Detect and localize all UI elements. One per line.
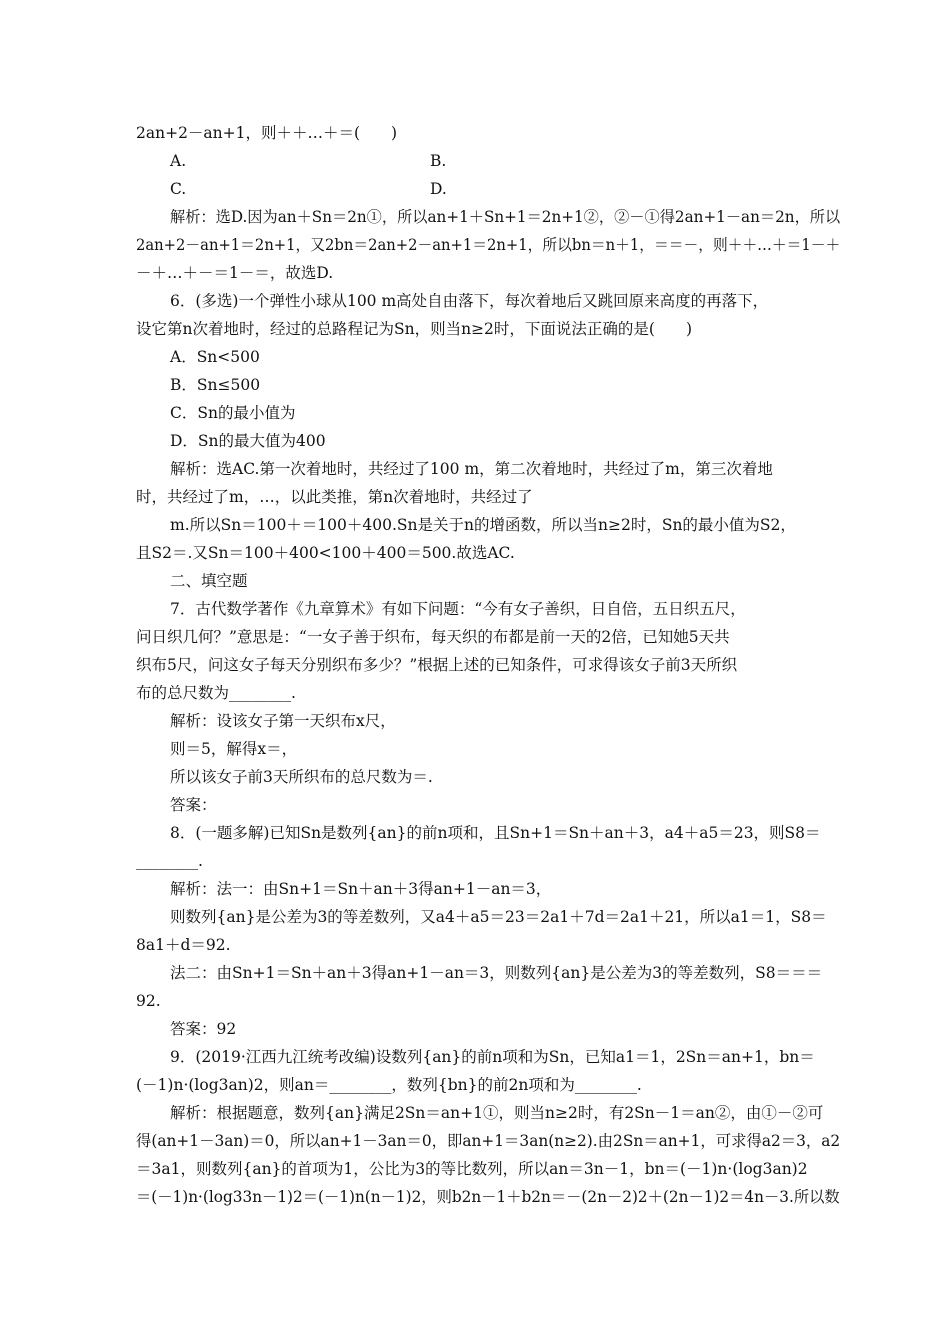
text-line: 布的总尺数为________. [136,684,296,702]
text-line: 8a1＋d＝92. [136,936,231,954]
text-line: 解析：法一：由Sn+1＝Sn＋an＋3得an+1－an＝3， [170,880,552,898]
text-line: 则数列{an}是公差为3的等差数列，又a4＋a5＝23＝2a1＋7d＝2a1＋21，所以a1＝1，S8＝ [170,908,827,926]
text-line: －＋…＋－＝1－＝，故选D. [136,264,334,282]
text-line: 时，共经过了m，…，以此类推，第n次着地时，共经过了 [136,488,533,506]
text-line: 且S2＝.又Sn＝100＋400<100＋400＝500.故选AC. [136,544,515,562]
text-line: (－1)n·(log3an)2，则an＝________，数列{bn}的前2n项和为________. [136,1076,642,1094]
text-line: 解析：选D.因为an＋Sn＝2n①，所以an+1＋Sn+1＝2n+1②，②－①得2an+1－an＝2n，所以 [170,208,841,226]
text-line: 解析：选AC.第一次着地时，共经过了100 m，第二次着地时，共经过了m，第三次着地 [170,460,773,478]
question-9: 9．(2019·江西九江统考改编)设数列{an}的前n项和为Sn，已知a1＝1，2Sn＝an+1，bn＝ [170,1048,815,1066]
text-line: ＝(－1)n·(log33n－1)2＝(－1)n(n－1)2，则b2n－1＋b2n＝－(2n－2)2＋(2n－1)2＝4n－3.所以数 [136,1188,840,1206]
text-line: 法二：由Sn+1＝Sn＋an＋3得an+1－an＝3，则数列{an}是公差为3的等差数列，S8＝＝＝ [170,964,823,982]
option-b: B．Sn≤500 [170,376,261,394]
text-line: m.所以Sn＝100＋＝100＋400.Sn是关于n的增函数，所以当n≥2时，Sn的最小值为S2， [170,516,796,534]
text-line: 解析：根据题意，数列{an}满足2Sn＝an+1①，则当n≥2时，有2Sn－1＝an②，由①－②可 [170,1104,824,1122]
option-d: D．Sn的最大值为400 [170,432,326,450]
option-c: C. [170,180,187,198]
text-line: 织布5尺，问这女子每天分别织布多少？”根据上述的已知条件，可求得该女子前3天所织 [136,656,738,674]
text-line: ________. [136,852,203,870]
section-heading: 二、填空题 [170,572,248,590]
option-b: B. [430,152,447,170]
text-line: ＝3a1，则数列{an}的首项为1，公比为3的等比数列，所以an＝3n－1，bn＝(－1)n·(log3an)2 [136,1160,808,1178]
option-c: C．Sn的最小值为 [170,404,296,422]
text-line: 解析：设该女子第一天织布x尺， [170,712,396,730]
question-8: 8．(一题多解)已知Sn是数列{an}的前n项和，且Sn+1＝Sn＋an＋3，a4＋a5＝23，则S8＝ [170,824,821,842]
question-6: 6．(多选)一个弹性小球从100 m高处自由落下，每次着地后又跳回原来高度的再落下， [170,292,769,310]
answer-line: 答案：92 [170,1020,237,1038]
text-line: 问日织几何？”意思是：“一女子善于织布，每天织的布都是前一天的2倍，已知她5天共 [136,628,730,646]
text-line: 2an+2－an+1＝2n+1，又2bn＝2an+2－an+1＝2n+1，所以bn＝n＋1，＝＝－，则＋＋…＋＝1－＋ [136,236,841,254]
text-line: 得(an+1－3an)＝0，所以an+1－3an＝0，即an+1＝3an(n≥2).由2Sn＝an+1，可求得a2＝3，a2 [136,1132,841,1150]
text-line: 则＝5，解得x＝， [170,740,298,758]
option-a: A．Sn<500 [170,348,260,366]
answer-line: 答案： [170,796,217,814]
text-line: 设它第n次着地时，经过的总路程记为Sn，则当n≥2时，下面说法正确的是( ) [136,320,693,338]
text-line: 所以该女子前3天所织布的总尺数为＝. [170,768,433,786]
option-d: D. [430,180,447,198]
text-line: 2an+2－an+1，则＋＋…＋＝( ) [136,124,398,142]
option-a: A. [170,152,187,170]
question-7: 7．古代数学著作《九章算术》有如下问题：“今有女子善织，日自倍，五日织五尺， [170,600,746,618]
text-line: 92. [136,992,161,1010]
